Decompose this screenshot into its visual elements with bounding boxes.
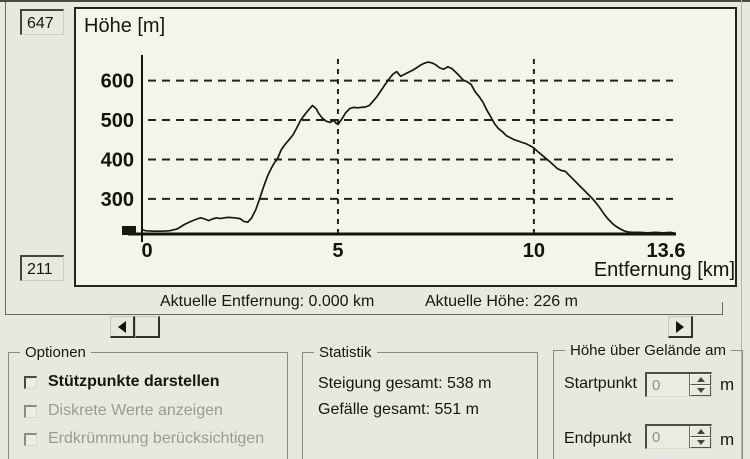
- endpoint-spinner[interactable]: [645, 424, 712, 449]
- spinner-down-button[interactable]: [690, 437, 711, 448]
- svg-text:300: 300: [100, 188, 134, 211]
- checkbox-row-diskrete-werte: [24, 402, 223, 420]
- svg-text:5: 5: [332, 240, 344, 262]
- svg-text:10: 10: [522, 240, 546, 262]
- up-arrow-icon: [697, 429, 705, 434]
- spinner-up-button[interactable]: [690, 426, 711, 437]
- checkbox-stuetzpunkte[interactable]: [24, 376, 37, 389]
- startpoint-unit: m: [720, 375, 735, 394]
- checkbox-erdkruemmung: [24, 433, 37, 446]
- panel-bottom-border: [5, 314, 723, 315]
- checkbox-row-stuetzpunkte[interactable]: [24, 373, 220, 391]
- checkbox-label: Stützpunkte darstellen: [48, 373, 220, 390]
- total-descent-label: Gefälle gesamt: 551 m: [318, 401, 479, 418]
- down-arrow-icon: [697, 440, 705, 445]
- options-group: [8, 344, 288, 459]
- statistics-group-label: Statistik: [314, 344, 377, 361]
- spinner-down-button[interactable]: [690, 385, 711, 396]
- endpoint-unit: m: [720, 430, 735, 449]
- checkbox-label: Erdkrümmung berücksichtigen: [48, 430, 265, 447]
- svg-text:Entfernung [km]: Entfernung [km]: [593, 259, 735, 281]
- up-arrow-icon: [697, 377, 705, 382]
- svg-text:0: 0: [141, 240, 153, 262]
- endpoint-label: Endpunkt: [564, 430, 632, 447]
- options-group-label: Optionen: [20, 344, 91, 361]
- panel-left-border: [5, 2, 6, 315]
- svg-text:13.6: 13.6: [646, 240, 686, 262]
- svg-text:400: 400: [100, 149, 134, 172]
- endpoint-spin-buttons: [689, 426, 711, 448]
- current-height-label: Aktuelle Höhe: 226 m: [425, 293, 578, 310]
- min-elevation-box: 211: [20, 255, 64, 281]
- elevation-chart[interactable]: [76, 9, 735, 285]
- scrollbar-thumb[interactable]: [135, 316, 160, 338]
- elevation-chart-panel[interactable]: [74, 7, 737, 287]
- checkbox-row-erdkruemmung: [24, 430, 264, 448]
- endpoint-value[interactable]: 0: [652, 429, 661, 446]
- startpoint-spin-buttons: [689, 374, 711, 396]
- right-arrow-icon: [676, 321, 684, 333]
- scroll-left-button[interactable]: [110, 316, 135, 338]
- total-ascent-label: Steigung gesamt: 538 m: [318, 375, 492, 392]
- svg-text:500: 500: [100, 110, 134, 133]
- max-elevation-box: 647: [20, 9, 64, 35]
- down-arrow-icon: [697, 388, 705, 393]
- startpoint-value[interactable]: 0: [652, 377, 661, 394]
- chart-title: Höhe [m]: [84, 15, 166, 37]
- height-above-ground-label: Höhe über Gelände am: [565, 342, 731, 359]
- svg-text:600: 600: [100, 70, 134, 93]
- checkbox-diskrete-werte: [24, 405, 37, 418]
- left-arrow-icon: [118, 321, 126, 333]
- statistics-group: [302, 344, 538, 459]
- checkbox-label: Diskrete Werte anzeigen: [48, 402, 223, 419]
- panel-right-border: [722, 302, 723, 315]
- startpoint-spinner[interactable]: [645, 372, 712, 397]
- scroll-right-button[interactable]: [668, 316, 693, 338]
- top-edge-line: [0, 0, 750, 2]
- current-distance-label: Aktuelle Entfernung: 0.000 km: [160, 293, 375, 310]
- spinner-up-button[interactable]: [690, 374, 711, 385]
- height-above-ground-group: [553, 342, 743, 459]
- startpoint-label: Startpunkt: [564, 375, 637, 392]
